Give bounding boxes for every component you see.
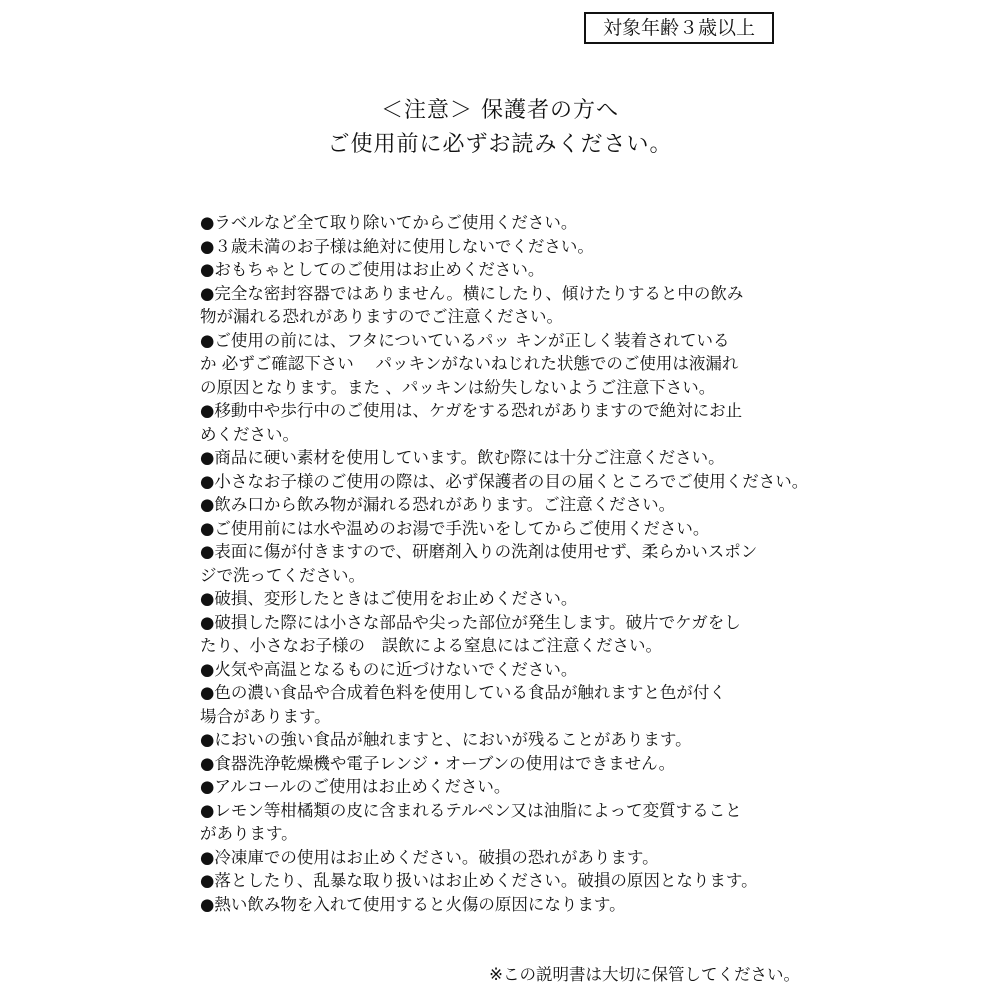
caution-line: ●レモン等柑橘類の皮に含まれるテルペン又は油脂によって変質すること bbox=[200, 800, 742, 820]
caution-line: ●ラベルなど全て取り除いてからご使用ください。 bbox=[200, 213, 578, 232]
caution-line: ●破損、変形したときはご使用をお止めください。 bbox=[200, 589, 578, 608]
caution-line: ●ご使用前には水や温めのお湯で手洗いをしてからご使用ください。 bbox=[200, 518, 710, 538]
footer-note: ※この説明書は大切に保管してください。 bbox=[489, 965, 800, 984]
caution-line: たり、小さなお子様の 誤飲による窒息にはご注意ください。 bbox=[200, 636, 662, 655]
caution-line: ●おもちゃとしてのご使用はお止めください。 bbox=[200, 260, 545, 279]
caution-line: ●破損した際には小さな部品や尖った部位が発生します。破片でケガをし bbox=[200, 612, 741, 632]
caution-line: ●移動中や歩行中のご使用は、ケガをする恐れがありますので絶対にお止 bbox=[200, 401, 743, 420]
caution-line: か 必ずご確認下さい パッキンがないねじれた状態でのご使用は液漏れ bbox=[200, 354, 739, 373]
age-rating-badge: 対象年齢３歳以上 bbox=[584, 12, 774, 44]
caution-line: ●においの強い食品が触れますと、においが残ることがあります。 bbox=[200, 730, 692, 749]
caution-line: の原因となります。また 、パッキンは紛失しないようご注意下さい。 bbox=[200, 377, 716, 397]
caution-line: ●アルコールのご使用はお止めください。 bbox=[200, 777, 511, 796]
caution-line: ●３歳未満のお子様は絶対に使用しないでください。 bbox=[200, 236, 594, 256]
caution-line: ●完全な密封容器ではありません。横にしたり、傾けたりすると中の飲み bbox=[200, 283, 744, 303]
caution-line: ●熱い飲み物を入れて使用すると火傷の原因になります。 bbox=[200, 894, 626, 914]
notice-heading bbox=[250, 94, 750, 162]
caution-line: ●色の濃い食品や合成着色料を使用している食品が触れますと色が付く bbox=[200, 683, 726, 702]
heading-line-2: ご使用前に必ずお読みください。 bbox=[327, 132, 673, 157]
caution-line: めください。 bbox=[200, 424, 299, 444]
caution-line: ●火気や高温となるものに近づけないでください。 bbox=[200, 659, 578, 679]
caution-line: があります。 bbox=[200, 824, 298, 843]
caution-line: ●食器洗浄乾燥機や電子レンジ・オーブンの使用はできません。 bbox=[200, 753, 676, 773]
caution-list bbox=[200, 211, 809, 916]
caution-line: ●冷凍庫での使用はお止めください。破損の恐れがあります。 bbox=[200, 847, 659, 867]
caution-line: ●飲み口から飲み物が漏れる恐れがあります。ご注意ください。 bbox=[200, 495, 676, 514]
caution-line: ●小さなお子様のご使用の際は、必ず保護者の目の届くところでご使用ください。 bbox=[200, 471, 809, 491]
heading-line-1: ＜注意＞ 保護者の方へ bbox=[381, 98, 619, 123]
caution-line: ジで洗ってください。 bbox=[200, 565, 365, 585]
caution-line: ●商品に硬い素材を使用しています。飲む際には十分ご注意ください。 bbox=[200, 448, 725, 467]
caution-line: ●表面に傷が付きますので、研磨剤入りの洗剤は使用せず、柔らかいスポン bbox=[200, 542, 758, 561]
caution-line: ●ご使用の前には、フタについているパッ キンが正しく装着されている bbox=[200, 330, 730, 350]
caution-line: 場合があります。 bbox=[200, 706, 331, 726]
caution-line: ●落としたり、乱暴な取り扱いはお止めください。破損の原因となります。 bbox=[200, 871, 758, 890]
caution-line: 物が漏れる恐れがありますのでご注意ください。 bbox=[200, 307, 563, 326]
